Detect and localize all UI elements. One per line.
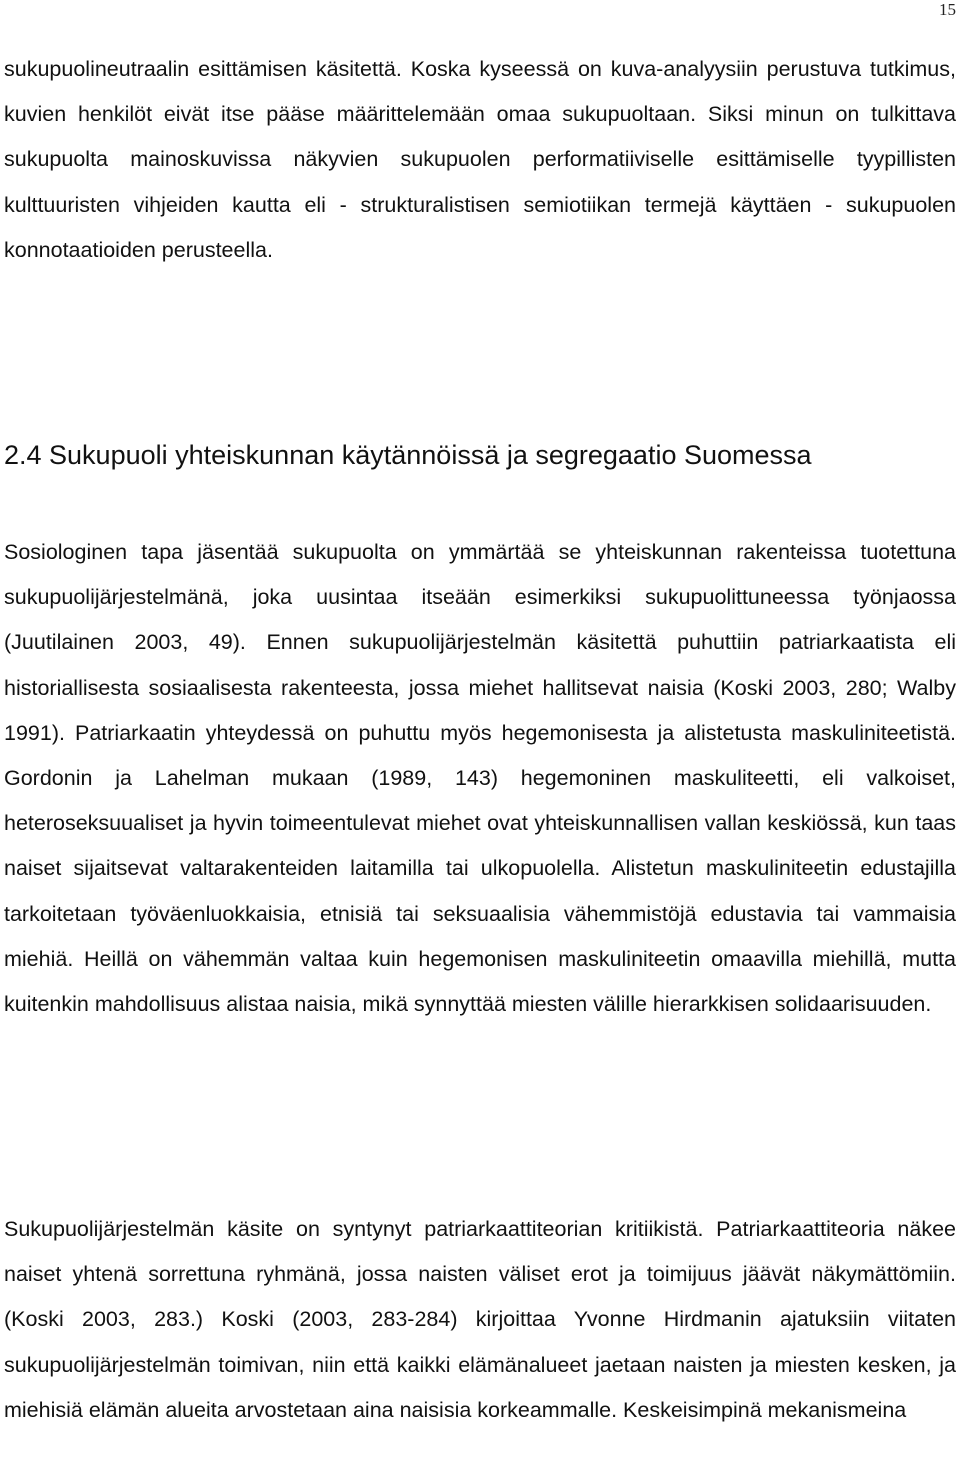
paragraph: Sukupuolijärjestelmän käsite on syntynyt patriarkaattiteorian kritiikistä. Patriarkaattiteoria näkee naiset yhtenä sorrettuna ryhmänä, jossa naisten väliset erot ja toimijuus jäävät näkymättömiin. (Koski 2003, 283.) Koski (2003, 283-284) kirjoittaa Yvonne Hirdmanin ajatuksiin viitaten sukupuolijärjestelmän toimivan, niin että kaikki elämänalueet jaetaan naisten ja miesten kesken, ja miehisiä elämän alueita arvostetaan aina naisisia korkeammalle. Keskeisimpinä mekanismeina	[4, 1217, 956, 1422]
section-heading: 2.4 Sukupuoli yhteiskunnan käytännöissä ja segregaatio Suomessa	[4, 440, 812, 470]
paragraph: Sosiologinen tapa jäsentää sukupuolta on ymmärtää se yhteiskunnan rakenteissa tuotettuna sukupuolijärjestelmänä, joka uusintaa itseään esimerkiksi sukupuolittuneessa työnjaossa (Juutilainen 2003, 49). Ennen sukupuolijärjestelmän käsitettä puhuttiin patriarkaatista eli historiallisesta sosiaalisesta rakenteesta, jossa miehet hallitsevat naisia (Koski 2003, 280; Walby 1991). Patriarkaatin yhteydessä on puhuttu myös hegemonisesta ja alistetusta maskuliniteetistä. Gordonin ja Lahelman mukaan (1989, 143) hegemoninen maskuliteetti, eli valkoiset, heteroseksuualiset ja hyvin toimeentulevat miehet ovat yhteiskunnallisen vallan keskiössä, kun taas naiset sijaitsevat valtarakenteiden laitamilla tai ulkopuolella. Alistetun maskuliniteetin edustajilla tarkoitetaan työväenluokkaisia, etnisiä tai seksuaalisia vähemmistöjä edustavia tai vammaisia miehiä. Heillä on vähemmän valtaa kuin hegemonisen maskuliniteetin omaavilla miehillä, mutta kuitenkin mahdollisuus alistaa naisia, mikä synnyttää miesten välille hierarkkisen solidaarisuuden.	[4, 540, 956, 1017]
paragraph: sukupuolineutraalin esittämisen käsitettä. Koska kyseessä on kuva-analyysiin perustuva tutkimus, kuvien henkilöt eivät itse pääse määrittelemään omaa sukupuoltaan. Siksi minun on tulkittava sukupuolta mainoskuvissa näkyvien sukupuolen performatiiviselle esittämiselle tyypillisten kulttuuristen vihjeiden kautta eli - strukturalistisen semiotiikan termejä käyttäen - sukupuolen konnotaatioiden perusteella.	[4, 57, 956, 262]
page-number: 15	[939, 0, 956, 19]
